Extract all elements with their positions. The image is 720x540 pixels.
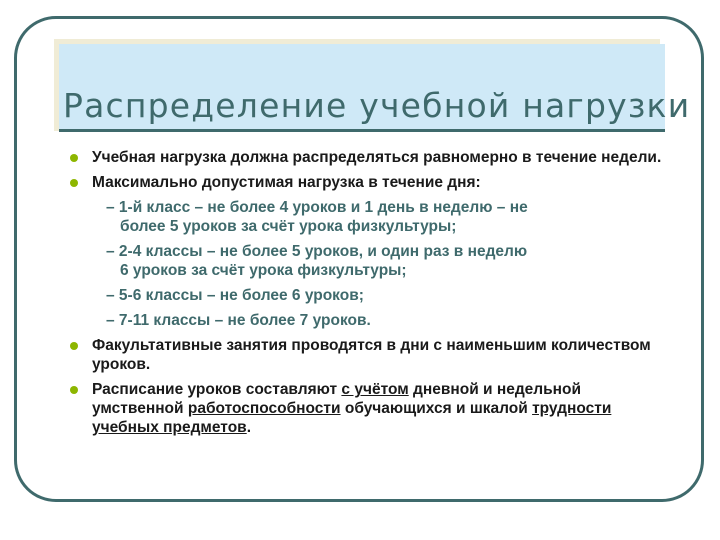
bullet-item — [68, 380, 668, 437]
sub-item-line1: – 5-6 классы – не более 6 уроков; — [106, 287, 364, 304]
sub-item — [68, 286, 668, 305]
bullet-item — [68, 336, 668, 374]
sub-item — [68, 311, 668, 330]
bullet-text-part: Расписание уроков составляют — [92, 381, 342, 398]
underlined-term: трудности учебных предметов — [92, 400, 612, 436]
sub-item-line1: – 1-й класс – не более 4 уроков и 1 день в неделю – не — [106, 199, 528, 216]
sub-item-line1: – 7-11 классы – не более 7 уроков. — [106, 312, 371, 329]
bullet-text-part: дневной и недельной умственной — [92, 381, 582, 417]
underlined-term: с учётом — [341, 381, 409, 398]
bullet-text: Максимально допустимая нагрузка в течение дня: — [92, 174, 481, 191]
bullet-item — [68, 173, 668, 192]
slide-title: Распределение учебной нагрузки — [63, 86, 691, 125]
bullet-text-part: обучающихся и шкалой — [340, 400, 533, 417]
sub-item-line1: – 2-4 классы – не более 5 уроков, и один раз в неделю — [106, 243, 528, 260]
bullet-dot-icon — [70, 154, 78, 162]
bullet-dot-icon — [70, 342, 78, 350]
bullet-dot-icon — [70, 179, 78, 187]
bullet-text: Факультативные занятия проводятся в дни с наименьшим количеством уроков. — [92, 337, 651, 373]
bullet-dot-icon — [70, 386, 78, 394]
slide-content — [68, 148, 668, 443]
bullet-text: Учебная нагрузка должна распределяться равномерно в течение недели. — [92, 149, 662, 166]
sub-item-line2: 6 уроков за счёт урока физкультуры; — [120, 262, 407, 279]
bullet-text-part: . — [246, 419, 252, 436]
underlined-term: работоспособности — [187, 400, 341, 417]
sub-item-line2: более 5 уроков за счёт урока физкультуры; — [120, 218, 457, 235]
sub-item — [68, 198, 668, 236]
sub-item — [68, 242, 668, 280]
bullet-item — [68, 148, 668, 167]
